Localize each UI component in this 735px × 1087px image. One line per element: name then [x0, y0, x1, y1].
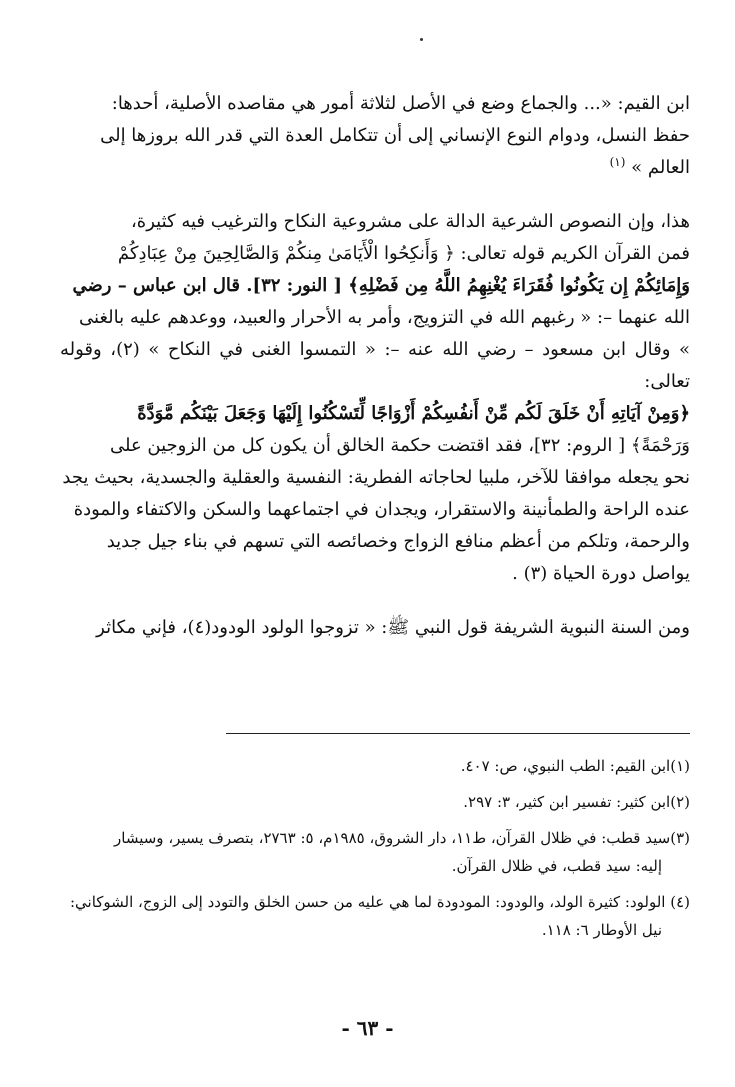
text-line: نحو يجعله موافقا للآخر، ملبيا لحاجاته الفطرية: النفسية والعقلية والجسدية، بحيث يجد	[62, 467, 690, 488]
text-line: ومن السنة النبوية الشريفة قول النبي ﷺ: « تزوجوا الولود الودود(٤)، فإني مكاثر	[96, 617, 690, 638]
top-dot-mark	[420, 38, 423, 41]
footnote-3-line-1: (٣)سيد قطب: في ظلال القرآن، ط١١، دار الشروق، ١٩٨٥م، ٥: ٢٧٦٣، بتصرف يسير، وسيشار	[114, 829, 690, 847]
text-line: ابن القيم: «... والجماع وضع في الأصل لثلاثة أمور هي مقاصده الأصلية، أحدها:	[111, 93, 690, 114]
text-line: الله عنهما –: « رغبهم الله في التزويج، وأمر به الأحرار والعبيد، ووعدهم عليه بالغنى	[79, 307, 690, 328]
footnote-4-line-2: نيل الأوطار ٦: ١١٨.	[541, 921, 662, 939]
text-line: وَرَحْمَةً﴾ [ الروم: ٣٢]، فقد اقتضت حكمة الخالق أن يكون كل من الزوجين على	[109, 435, 690, 456]
paragraph-sunnah	[60, 612, 690, 644]
text-line: عنده الراحة والطمأنينة والاستقرار، ويجدان في اجتماعهما والسكن والاكتفاء والمودة	[73, 499, 690, 520]
text-line: يواصل دورة الحياة (٣) .	[512, 563, 690, 584]
page-number: - ٦٣ -	[341, 1016, 394, 1040]
footnote-3-line-2: إليه: سيد قطب، في ظلال القرآن.	[451, 857, 662, 875]
footnote-2: (٢)ابن كثير: تفسير ابن كثير، ٣: ٢٩٧.	[463, 793, 690, 811]
quran-verse-line: وَإِمَائِكُمْ إِن يَكُونُوا فُقَرَاءَ يُغْنِهِمُ اللَّهُ مِن فَضْلِهِ﴾ [ النور: ٣٢]. قال ابن عباس – رضي	[72, 275, 690, 296]
footnote-ref-1: (١)	[609, 155, 626, 169]
text-line: حفظ النسل، ودوام النوع الإنساني إلى أن تتكامل العدة التي قدر الله بروزها إلى	[100, 125, 690, 146]
footnote-4	[60, 888, 690, 944]
footnote-4-line-1: (٤) الولود: كثيرة الولد، والودود: المودودة لما هي عليه من حسن الخلق والتودد إلى الزوج، الشوكاني:	[69, 893, 690, 911]
text-line: والرحمة، وتلكم من أعظم منافع الزواج وخصائصه التي تسهم في بناء جيل جديد	[106, 531, 690, 552]
paragraph-ibn-qayyim	[60, 88, 690, 184]
footnote-3	[60, 824, 690, 880]
quran-verse-line: ﴿وَمِنْ آيَاتِهِ أَنْ خَلَقَ لَكُم مِّنْ أَنفُسِكُمْ أَزْوَاجًا لِّتَسْكُنُوا إِلَيْهَا وَجَعَلَ بَيْنَكُم مَّوَدَّةً	[137, 403, 690, 424]
text-line: فمن القرآن الكريم قوله تعالى: ﴿ وَأَنكِحُوا الْأَيَامَىٰ مِنكُمْ وَالصَّالِحِينَ مِنْ عِبَادِكُمْ	[117, 243, 690, 264]
paragraph-quran-evidence	[60, 206, 690, 590]
text-line: العالم »	[625, 157, 690, 178]
text-line: هذا، وإن النصوص الشرعية الدالة على مشروعية النكاح والترغيب فيه كثيرة،	[131, 211, 690, 232]
text-line: » وقال ابن مسعود – رضي الله عنه –: « التمسوا الغنى في النكاح » (٢)، وقوله تعالى:	[60, 339, 690, 392]
footnote-1: (١)ابن القيم: الطب النبوي، ص: ٤٠٧.	[460, 757, 690, 775]
footnotes	[60, 752, 690, 952]
main-text	[60, 88, 690, 644]
footnote-divider	[226, 733, 690, 734]
